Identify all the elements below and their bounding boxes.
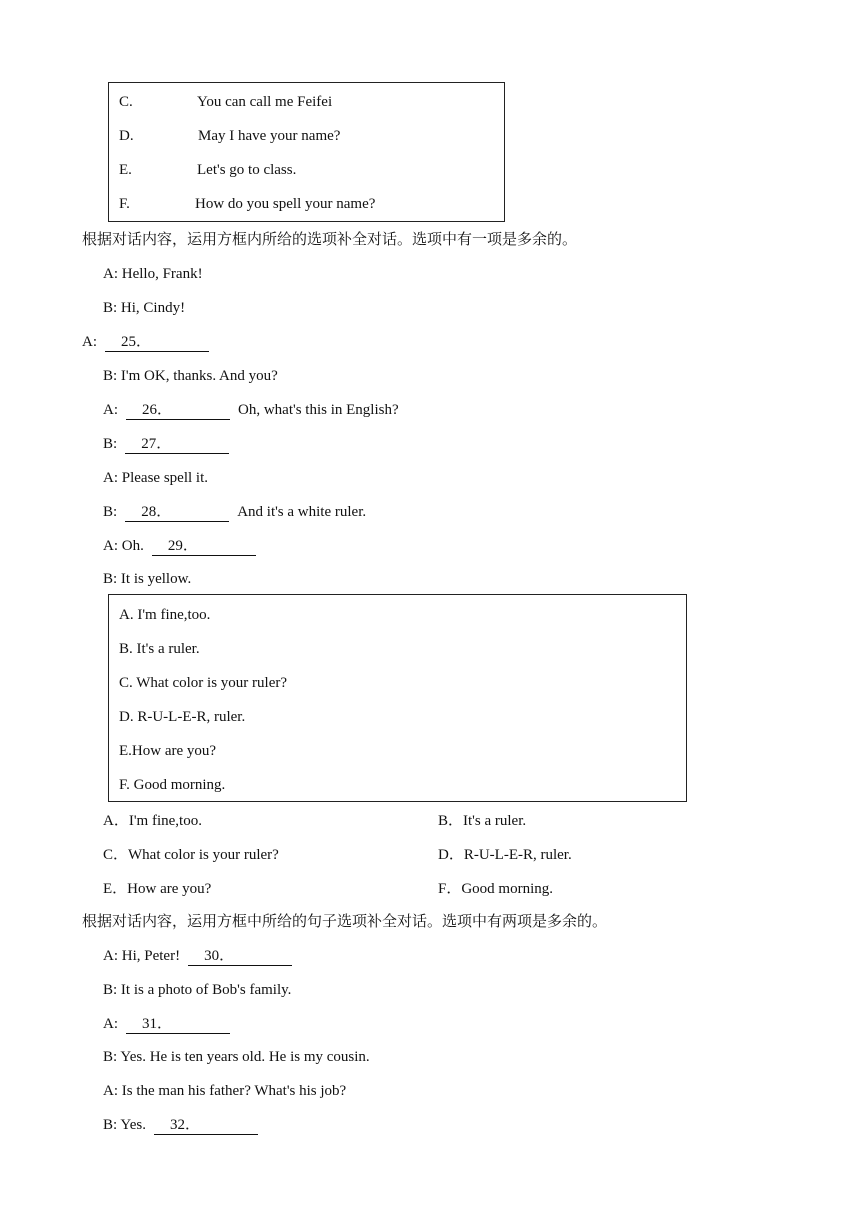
dialogue-line: B: 28． And it's a white ruler.	[103, 504, 367, 520]
box1-option: D. May I have your name?	[119, 128, 341, 144]
dialogue-line: B: Yes. He is ten years old. He is my cousin.	[103, 1049, 370, 1065]
choice-e[interactable]: E．How are you?	[103, 881, 212, 897]
options-box-2	[108, 594, 687, 802]
dialogue-line: A: 25．	[82, 332, 209, 352]
answer-blank-29[interactable]: 29．	[152, 537, 256, 556]
dialogue-line: B: Yes. 32．	[103, 1115, 258, 1135]
box2-option: A. I'm fine,too.	[119, 607, 211, 623]
dialogue-line: B: 27．	[103, 434, 229, 454]
dialogue-line: A: Please spell it.	[103, 470, 208, 486]
choice-d[interactable]: D．R-U-L-E-R, ruler.	[438, 847, 572, 863]
answer-blank-31[interactable]: 31．	[126, 1015, 230, 1034]
choice-b[interactable]: B．It's a ruler.	[438, 813, 527, 829]
box2-option: F. Good morning.	[119, 777, 226, 793]
section2-instruction: 根据对话内容，运用方框中所给的句子选项补全对话。选项中有两项是多余的。	[82, 914, 608, 930]
answer-blank-26[interactable]: 26．	[126, 401, 230, 420]
box2-option: C. What color is your ruler?	[119, 675, 288, 691]
box2-option: B. It's a ruler.	[119, 641, 200, 657]
answer-blank-32[interactable]: 32．	[154, 1116, 258, 1135]
dialogue-line: A: Hi, Peter! 30．	[103, 946, 292, 966]
dialogue-line: A: Hello, Frank!	[103, 266, 203, 282]
options-box-1	[108, 82, 505, 222]
dialogue-line: B: It is a photo of Bob's family.	[103, 982, 292, 998]
choice-a[interactable]: A．I'm fine,too.	[103, 813, 202, 829]
answer-blank-30[interactable]: 30．	[188, 947, 292, 966]
dialogue-line: A: Is the man his father? What's his job?	[103, 1083, 347, 1099]
answer-blank-25[interactable]: 25．	[105, 333, 209, 352]
box1-option: F. How do you spell your name?	[119, 196, 376, 212]
box1-option: C. You can call me Feifei	[119, 94, 333, 110]
box2-option: D. R-U-L-E-R, ruler.	[119, 709, 246, 725]
answer-blank-27[interactable]: 27．	[125, 435, 229, 454]
section1-instruction: 根据对话内容，运用方框内所给的选项补全对话。选项中有一项是多余的。	[82, 232, 578, 248]
dialogue-line: B: It is yellow.	[103, 571, 192, 587]
dialogue-line: B: I'm OK, thanks. And you?	[103, 368, 278, 384]
answer-blank-28[interactable]: 28．	[125, 503, 229, 522]
dialogue-line: A: Oh. 29．	[103, 536, 256, 556]
choice-c[interactable]: C．What color is your ruler?	[103, 847, 279, 863]
choice-f[interactable]: F．Good morning.	[438, 881, 554, 897]
dialogue-line: A: 31．	[103, 1014, 230, 1034]
box2-option: E.How are you?	[119, 743, 217, 759]
dialogue-line: A: 26． Oh, what's this in English?	[103, 402, 399, 418]
dialogue-line: B: Hi, Cindy!	[103, 300, 186, 316]
box1-option: E. Let's go to class.	[119, 162, 297, 178]
